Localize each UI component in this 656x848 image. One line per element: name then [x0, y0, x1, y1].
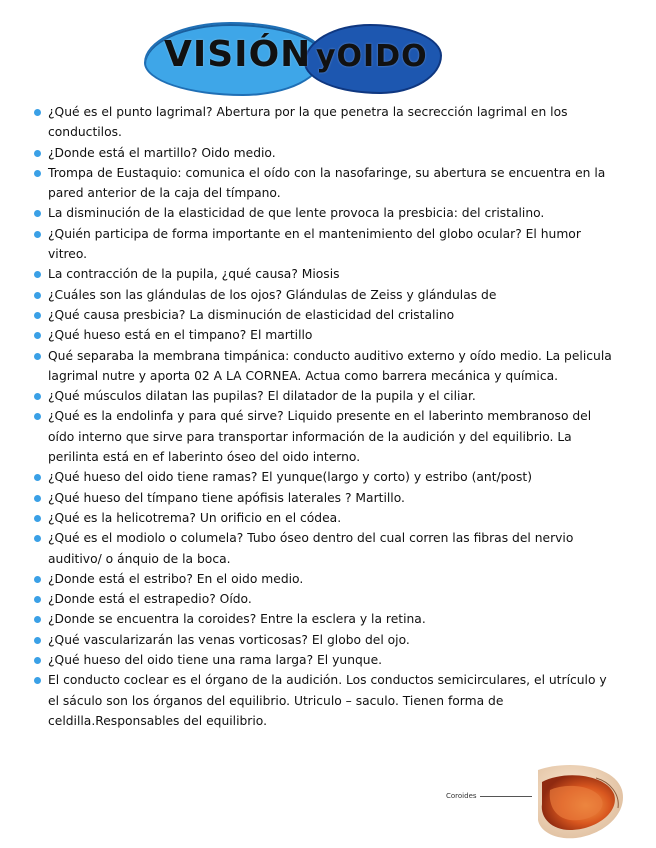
list-item-text: ¿Quién participa de forma importante en el mantenimiento del globo ocular? El humor vitreo. [48, 226, 581, 262]
bullet-icon [34, 677, 41, 684]
list-item-text: ¿Donde está el estribo? En el oido medio. [48, 571, 304, 586]
list-item [34, 589, 620, 609]
list-item [34, 346, 620, 387]
bullet-icon [34, 210, 41, 217]
bullet-icon [34, 495, 41, 502]
bullet-icon [34, 576, 41, 583]
bullet-icon [34, 657, 41, 664]
list-item-text: El conducto coclear es el órgano de la audición. Los conductos semicirculares, el utrículo y el sáculo son los órganos del equilibrio. Utriculo – saculo. Tienen forma de celdilla.Responsables del equilibrio. [48, 673, 607, 728]
list-item [34, 406, 620, 467]
list-item [34, 285, 620, 305]
bullet-icon [34, 150, 41, 157]
coroides-label: Coroides [446, 792, 477, 800]
list-item [34, 609, 620, 629]
list-item-text: La contracción de la pupila, ¿qué causa? Miosis [48, 267, 340, 282]
list-item-text: Trompa de Eustaquio: comunica el oído con la nasofaringe, su abertura se encuentra en la pared anterior de la caja del tímpano. [48, 165, 606, 201]
eye-illustration [446, 760, 626, 840]
list-item [34, 264, 620, 284]
page-title [144, 18, 444, 100]
bullet-icon [34, 596, 41, 603]
bullet-icon [34, 292, 41, 299]
list-item-text: ¿Qué causa presbicia? La disminución de elasticidad del cristalino [48, 307, 455, 322]
title-vision: VISIÓN [164, 34, 312, 75]
eye-cross-section-icon [446, 760, 626, 840]
list-item-text: ¿Qué músculos dilatan las pupilas? El dilatador de la pupila y el ciliar. [48, 389, 476, 404]
bullet-icon [34, 637, 41, 644]
list-item [34, 650, 620, 670]
list-item [34, 670, 620, 731]
list-item-text: ¿Qué hueso está en el timpano? El martillo [48, 328, 313, 343]
list-item-text: ¿Qué hueso del tímpano tiene apófisis laterales ? Martillo. [48, 490, 405, 505]
list-item [34, 488, 620, 508]
list-item [34, 630, 620, 650]
list-item-text: ¿Qué vascularizarán las venas vorticosas? El globo del ojo. [48, 632, 410, 647]
bullet-icon [34, 170, 41, 177]
list-item [34, 102, 620, 143]
bullet-icon [34, 353, 41, 360]
list-item-text: ¿Cuáles son las glándulas de los ojos? Glándulas de Zeiss y glándulas de [48, 287, 497, 302]
bullet-icon [34, 312, 41, 319]
question-list [34, 102, 620, 731]
bullet-icon [34, 616, 41, 623]
list-item-text: ¿Qué es el punto lagrimal? Abertura por la que penetra la secrección lagrimal en los conductilos. [48, 105, 568, 140]
list-item-text: La disminución de la elasticidad de que lente provoca la presbicia: del cristalino. [48, 206, 545, 221]
list-item [34, 305, 620, 325]
list-item [34, 325, 620, 345]
list-item-text: ¿Donde está el martillo? Oido medio. [48, 145, 276, 160]
list-item-text: ¿Qué es la helicotrema? Un orificio en el códea. [48, 510, 342, 525]
list-item [34, 386, 620, 406]
list-item [34, 143, 620, 163]
list-item [34, 203, 620, 223]
bullet-icon [34, 332, 41, 339]
list-item-text: Qué separaba la membrana timpánica: conducto auditivo externo y oído medio. La pelicula lagrimal nutre y aporta 02 A LA CORNEA. Actua como barrera mecánica y química. [48, 348, 612, 383]
list-item [34, 163, 620, 204]
bullet-icon [34, 515, 41, 522]
title-oido: yOIDO [316, 39, 428, 74]
list-item [34, 467, 620, 487]
list-item [34, 569, 620, 589]
list-item-text: ¿Qué es la endolinfa y para qué sirve? Liquido presente en el laberinto membranoso del oído interno que sirve para transportar información de la audición y del equilibrio. La perilinta está en ef laberinto óseo del oido interno. [48, 409, 592, 465]
list-item-text: ¿Qué hueso del oido tiene ramas? El yunque(largo y corto) y estribo (ant/post) [48, 470, 533, 485]
bullet-icon [34, 271, 41, 278]
bullet-icon [34, 535, 41, 542]
list-item-text: ¿Qué es el modiolo o columela? Tubo óseo dentro del cual corren las fibras del nervio auditivo/ o ánquio de la boca. [48, 531, 574, 566]
bullet-icon [34, 231, 41, 238]
list-item-text: ¿Donde se encuentra la coroides? Entre la esclera y la retina. [48, 612, 426, 627]
list-item-text: ¿Donde está el estrapedio? Oído. [48, 592, 252, 607]
bullet-icon [34, 474, 41, 481]
list-item-text: ¿Qué hueso del oido tiene una rama larga? El yunque. [48, 653, 383, 668]
bullet-icon [34, 393, 41, 400]
bullet-icon [34, 413, 41, 420]
bullet-icon [34, 109, 41, 116]
list-item [34, 224, 620, 265]
list-item [34, 528, 620, 569]
list-item [34, 508, 620, 528]
